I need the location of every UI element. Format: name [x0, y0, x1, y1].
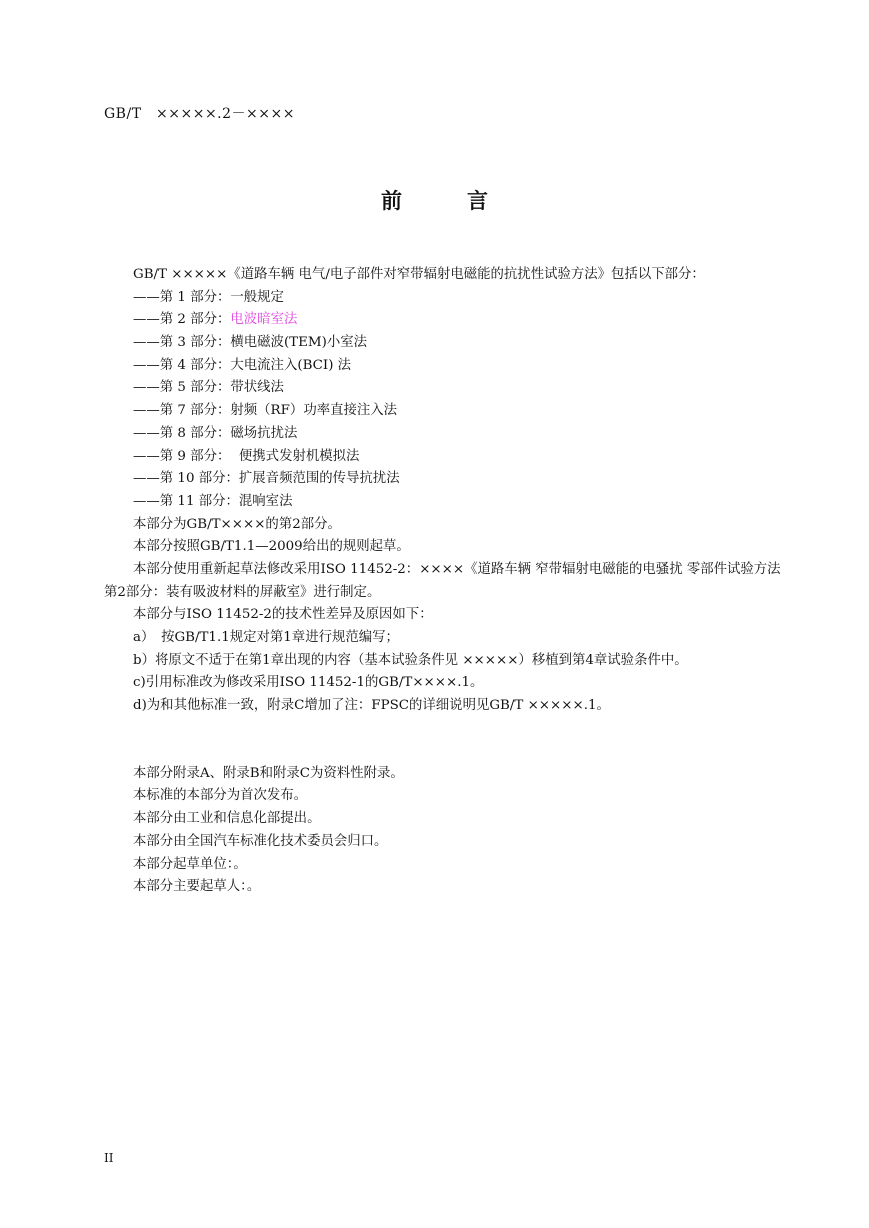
paragraph: 本部分为GB/T××××的第2部分。: [133, 516, 341, 532]
paragraph: 本部分使用重新起草法修改采用ISO 11452-2：××××《道路车辆 窄带辐射电磁能的电骚扰 零部件试验方法 第2部分：装有吸波材料的屏蔽室》进行制定。: [104, 561, 794, 600]
list-item: ——第 7 部分：射频（RF）功率直接注入法: [133, 403, 398, 419]
parts-list: [104, 287, 794, 514]
highlighted-part-name: 电波暗室法: [230, 312, 298, 328]
paragraph: 本部分按照GB/T1.1—2009给出的规则起草。: [133, 539, 410, 555]
list-item: ——第 11 部分：混响室法: [133, 493, 293, 509]
list-item: ——第 2 部分：电波暗室法: [133, 312, 298, 328]
paragraph: 本部分与ISO 11452-2的技术性差异及原因如下：: [133, 607, 433, 623]
page-number: II: [104, 1151, 114, 1165]
intro-paragraph: GB/T ×××××《道路车辆 电气/电子部件对窄带辐射电磁能的抗扰性试验方法》包括以下部分：: [133, 267, 705, 282]
difference-item: b）将原文不适于在第1章出现的内容（基本试验条件见 ×××××）移植到第4章试验条件中。: [133, 652, 688, 668]
list-item: ——第 5 部分：带状线法: [133, 380, 284, 396]
foreword-body: [104, 264, 794, 899]
document-code: GB/T ×××××.2－××××: [104, 106, 295, 122]
list-item: ——第 10 部分：扩展音频范围的传导抗扰法: [133, 471, 400, 487]
paragraph: 本部分附录A、附录B和附录C为资料性附录。: [133, 765, 404, 781]
difference-item: d)为和其他标准一致，附录C增加了注：FPSC的详细说明见GB/T ×××××.1。: [133, 698, 610, 714]
paragraph: 本部分由工业和信息化部提出。: [133, 811, 321, 827]
list-item: ——第 4 部分：大电流注入(BCI) 法: [133, 357, 352, 373]
page-title: 前 言: [381, 189, 510, 213]
paragraph: 本部分主要起草人：。: [133, 879, 261, 895]
paragraph: 本标准的本部分为首次发布。: [133, 788, 308, 804]
paragraph: 本部分由全国汽车标准化技术委员会归口。: [133, 833, 388, 849]
paragraph: 本部分起草单位：。: [133, 856, 247, 872]
difference-item: c)引用标准改为修改采用ISO 11452-1的GB/T××××.1。: [133, 675, 484, 691]
list-item: ——第 9 部分： 便携式发射机模拟法: [133, 448, 360, 464]
list-item: ——第 8 部分：磁场抗扰法: [133, 425, 298, 441]
list-item: ——第 1 部分：一般规定: [133, 289, 284, 305]
difference-item: a） 按GB/T1.1规定对第1章进行规范编写；: [133, 630, 399, 646]
spacer: [104, 718, 794, 763]
list-item: ——第 3 部分：横电磁波(TEM)小室法: [133, 335, 367, 351]
